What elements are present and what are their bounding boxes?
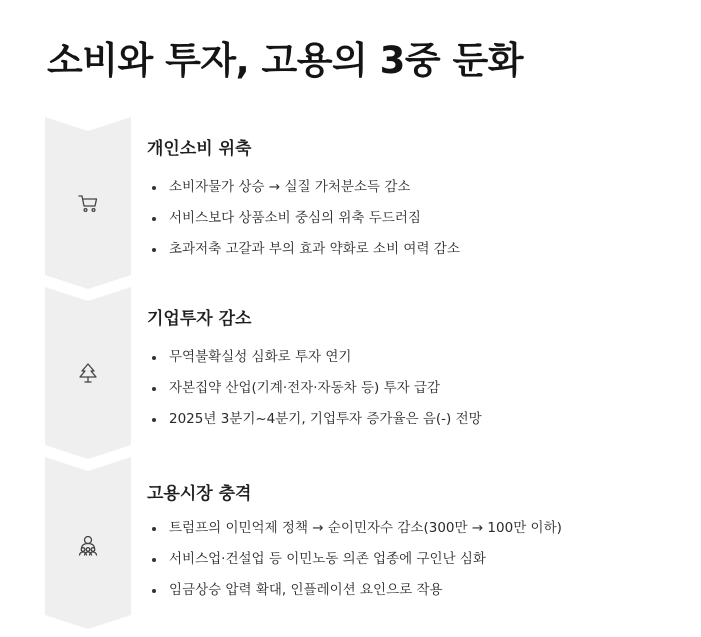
people-group-icon [77,534,99,556]
list-item: 트럼프의 이민억제 정책 → 순이민자수 감소(300만 → 100만 이하) [147,513,562,544]
list-item: 무역불확실성 심화로 투자 연기 [147,342,482,373]
list-item: 서비스보다 상품소비 중심의 위축 두드러짐 [147,203,460,234]
list-item: 자본집약 산업(기계·전자·자동차 등) 투자 급감 [147,373,482,404]
list-item: 임금상승 압력 확대, 인플레이션 요인으로 작용 [147,575,562,606]
list-item: 소비자물가 상승 → 실질 가처분소득 감소 [147,172,460,203]
shopping-cart-icon [77,192,99,214]
bullet-list [147,172,460,265]
page-title: 소비와 투자, 고용의 3중 둔화 [47,39,523,82]
bullet-list [147,513,562,606]
list-item: 2025년 3분기~4분기, 기업투자 증가율은 음(-) 전망 [147,404,482,435]
list-item: 서비스업·건설업 등 이민노동 의존 업종에 구인난 심화 [147,544,562,575]
section-heading-employment: 고용시장 충격 [147,484,252,504]
bullet-list [147,342,482,435]
section-heading-investment: 기업투자 감소 [147,309,252,329]
section-heading-consumption: 개인소비 위축 [147,139,252,159]
tree-icon [77,362,99,384]
list-item: 초과저축 고갈과 부의 효과 약화로 소비 여력 감소 [147,234,460,265]
